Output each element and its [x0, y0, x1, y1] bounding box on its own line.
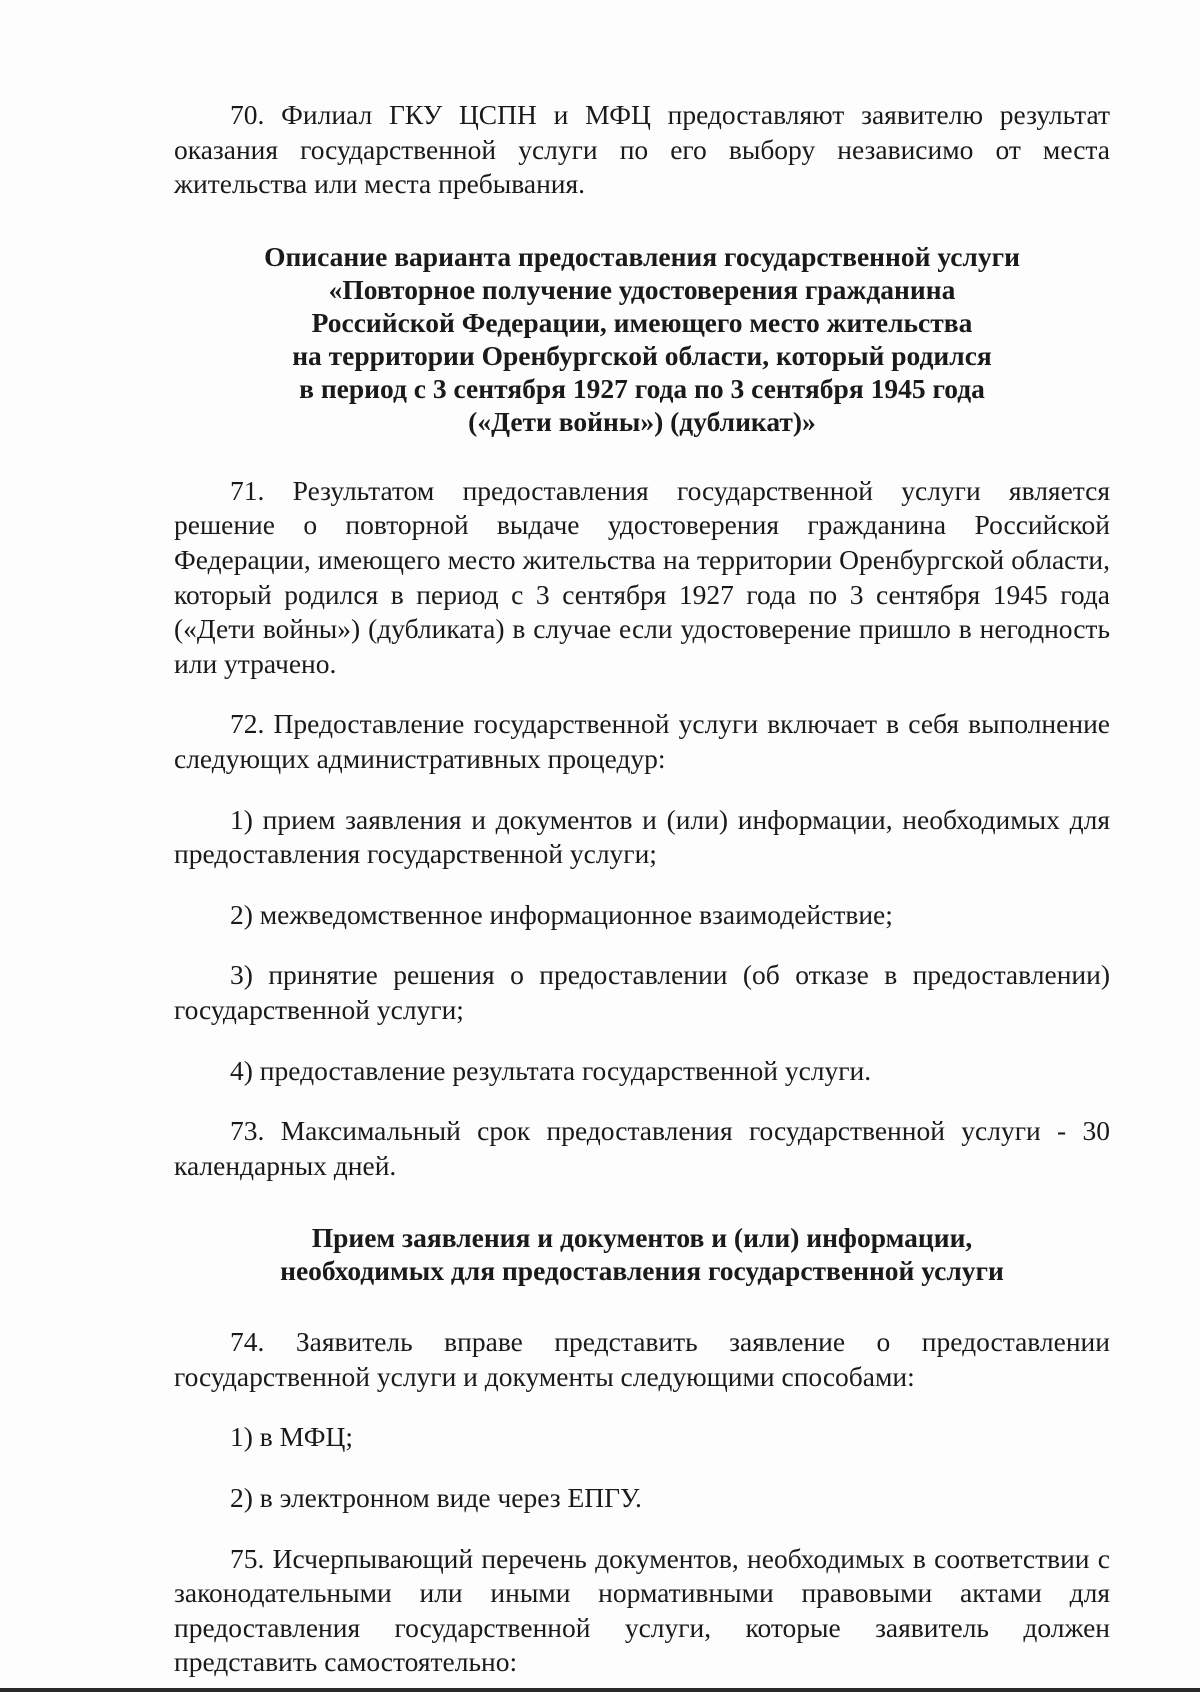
heading-line: («Дети войны») (дубликат)» [468, 405, 816, 437]
list-item: 2) межведомственное информационное взаимодействие; [230, 898, 893, 930]
paragraph-75: 75. Исчерпывающий перечень документов, необходимых в соответствии с законодательными или иными нормативными правовыми актами для предоставления государственной услуги, которые заявитель должен представить самостоятельно: [174, 1542, 1110, 1678]
heading-line: необходимых для предоставления государственной услуги [280, 1255, 1004, 1287]
heading-line: на территории Оренбургской области, который родился [292, 339, 992, 371]
list-item: 1) в МФЦ; [230, 1421, 353, 1453]
heading-line: «Повторное получение удостоверения гражданина [328, 273, 956, 305]
section-heading-reception [174, 1221, 1110, 1287]
list-item: 2) в электронном виде через ЕПГУ. [230, 1482, 642, 1514]
heading-line: в период с 3 сентября 1927 года по 3 сентября 1945 года [299, 372, 985, 404]
heading-line: Российской Федерации, имеющего место жительства [311, 306, 973, 338]
scan-edge [0, 1688, 1200, 1692]
paragraph-74: 74. Заявитель вправе представить заявление о предоставлении государственной услуги и документы следующими способами: [174, 1326, 1110, 1392]
list-item: 4) предоставление результата государственной услуги. [230, 1054, 872, 1086]
paragraph-73: 73. Максимальный срок предоставления государственной услуги - 30 календарных дней. [174, 1115, 1110, 1181]
list-item: 1) прием заявления и документов и (или) информации, необходимых для предоставления государственной услуги; [174, 803, 1110, 870]
heading-line: Прием заявления и документов и (или) информации, [311, 1222, 973, 1254]
heading-line: Описание варианта предоставления государственной услуги [264, 240, 1020, 272]
section-heading-variant [174, 240, 1110, 438]
paragraph-72: 72. Предоставление государственной услуги включает в себя выполнение следующих административных процедур: [174, 708, 1110, 774]
list-item: 3) принятие решения о предоставлении (об отказе в предоставлении) государственной услуги; [174, 959, 1110, 1025]
paragraph-70: 70. Филиал ГКУ ЦСПН и МФЦ предоставляют заявителю результат оказания государственной услуги по его выбору независимо от места жительства или места пребывания. [174, 99, 1110, 200]
paragraph-71: 71. Результатом предоставления государственной услуги является решение о повторной выдаче удостоверения гражданина Российской Федерации, имеющего место жительства на территории Оренбургской области, который родился в период с 3 сентября 1927 года по 3 сентября 1945 года («Дети войны») (дубликата) в случае если удостоверение пришло в негодность или утрачено. [174, 474, 1110, 679]
